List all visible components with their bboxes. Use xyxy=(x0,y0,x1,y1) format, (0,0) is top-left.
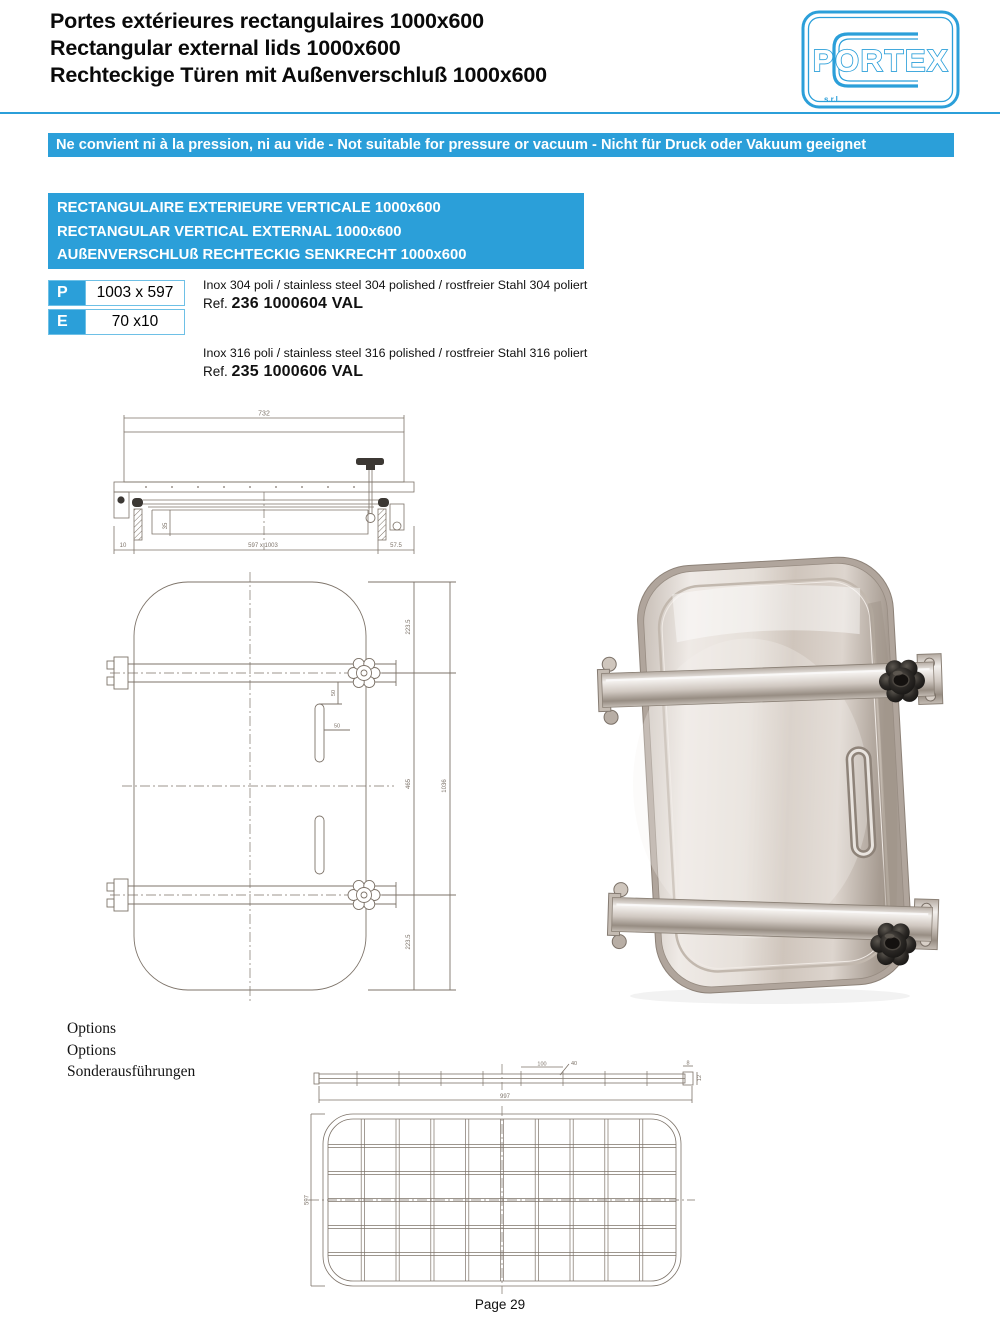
ref-label: Ref. xyxy=(203,296,228,311)
options-line-de: Sonderausführungen xyxy=(67,1063,196,1080)
front-view-drawing xyxy=(102,570,474,1004)
flange-screws xyxy=(145,486,355,488)
options-line-fr: Options xyxy=(67,1020,117,1037)
table-row xyxy=(48,280,185,306)
ref-number: 236 1000604 VAL xyxy=(231,295,364,312)
dim-label: 57.5 xyxy=(390,543,402,549)
page-title xyxy=(50,8,547,89)
ref-label: Ref. xyxy=(203,364,228,379)
options-block xyxy=(67,1018,195,1083)
material-ref xyxy=(203,363,723,381)
star-knob-icon xyxy=(348,880,380,909)
options-line-en: Options xyxy=(67,1041,117,1059)
spec-key-e: E xyxy=(48,309,85,335)
dim-label: 50 xyxy=(331,689,337,697)
gasket-right xyxy=(378,498,389,507)
dim-label: 8 xyxy=(686,1060,690,1067)
ref-number: 235 1000606 VAL xyxy=(231,363,364,380)
side-view-drawing xyxy=(106,408,424,560)
material-ref xyxy=(203,295,723,313)
spec-value-e: 70 x10 xyxy=(85,309,185,335)
product-line-en: RECTANGULAR VERTICAL EXTERNAL 1000x600 xyxy=(57,223,402,240)
dim-label: 35 xyxy=(163,522,169,530)
logo-suffix: s.r.l. xyxy=(824,95,841,104)
page-number: Page 29 xyxy=(474,1297,526,1312)
dim-label: 223.5 xyxy=(406,619,412,635)
door-handle-outline xyxy=(315,816,324,874)
grate-option-drawing xyxy=(303,1060,703,1298)
hinge-pin xyxy=(117,496,124,503)
dim-label: 50 xyxy=(333,723,341,730)
product-photo xyxy=(550,488,966,1006)
product-title-box xyxy=(48,193,584,269)
star-knob-icon xyxy=(348,658,380,687)
material-block-304 xyxy=(203,278,723,313)
dim-label: 597 x 1003 xyxy=(248,543,278,549)
spec-key-p: P xyxy=(48,280,85,306)
dim-label: 732 xyxy=(258,410,270,418)
warning-banner: Ne convient ni à la pression, ni au vide - Not suitable for pressure or vacuum - Nicht für Druck oder Vakuum geeignet xyxy=(48,133,954,157)
dim-label: 465 xyxy=(406,778,412,790)
product-line-fr: RECTANGULAIRE EXTERIEURE VERTICALE 1000x600 xyxy=(57,200,441,216)
spec-table xyxy=(48,280,185,338)
dim-label: 10 xyxy=(119,543,127,549)
table-row xyxy=(48,309,185,335)
material-desc: Inox 304 poli / stainless steel 304 polished / rostfreier Stahl 304 poliert xyxy=(203,278,588,292)
door-handle-outline xyxy=(315,704,324,762)
dim-label: 100 xyxy=(537,1061,547,1068)
product-line-de: AUßENVERSCHLUß RECHTECKIG SENKRECHT 1000x600 xyxy=(57,247,467,263)
spec-value-p: 1003 x 597 xyxy=(85,280,185,306)
portex-logo xyxy=(800,8,962,116)
material-block-316 xyxy=(203,346,723,381)
title-en: Rectangular external lids 1000x600 xyxy=(50,36,401,60)
header-divider xyxy=(0,112,1000,114)
dim-label: 1036 xyxy=(442,779,448,793)
logo-wordmark: PORTEX xyxy=(812,43,950,78)
dim-label: 597 xyxy=(304,1194,311,1206)
dim-label: 40 xyxy=(570,1061,578,1067)
material-desc: Inox 316 poli / stainless steel 316 polished / rostfreier Stahl 316 poliert xyxy=(203,346,588,360)
gasket-left xyxy=(132,498,143,507)
dim-label: 12 xyxy=(697,1074,703,1082)
dim-label: 997 xyxy=(499,1094,511,1100)
title-de: Rechteckige Türen mit Außenverschluß 1000x600 xyxy=(50,63,547,87)
dim-label: 223.5 xyxy=(406,934,412,950)
title-fr: Portes extérieures rectangulaires 1000x600 xyxy=(50,9,484,33)
